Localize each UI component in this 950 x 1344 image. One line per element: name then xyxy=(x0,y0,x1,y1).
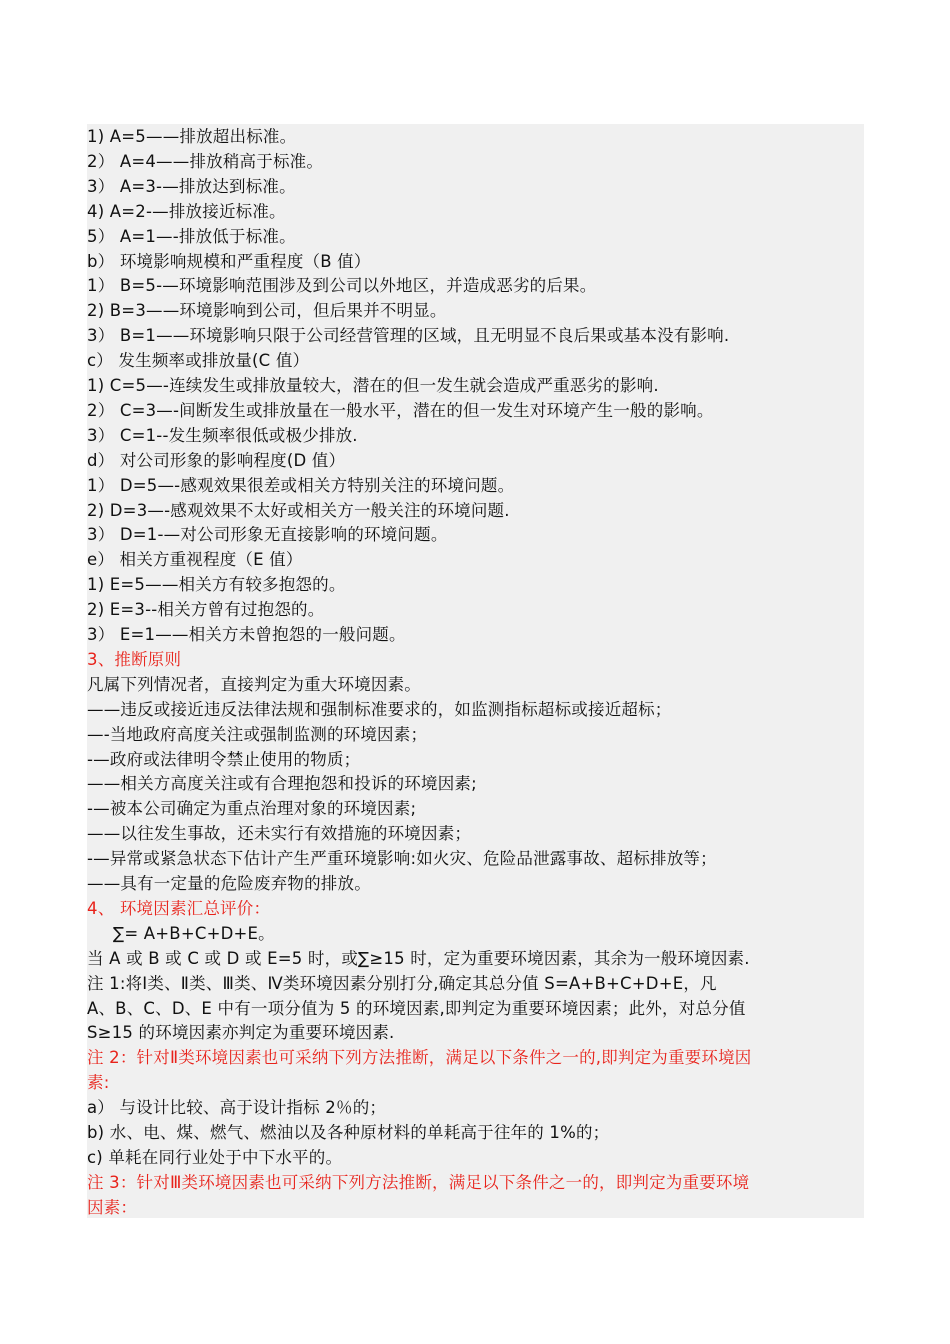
text-line: 注 1:将Ⅰ类、Ⅱ类、Ⅲ类、Ⅳ类环境因素分别打分,确定其总分值 S=A+B+C+D+E，凡 xyxy=(87,973,717,993)
text-line: 4) A=2-—排放接近标准。 xyxy=(87,201,286,221)
text-line: 2） C=3—-间断发生或排放量在一般水平，潜在的但一发生对环境产生一般的影响。 xyxy=(87,400,714,420)
section-heading: 4、 环境因素汇总评价： xyxy=(87,898,271,918)
text-line: d） 对公司形象的影响程度(D 值） xyxy=(87,450,346,470)
text-line: 1） D=5—-感观效果很差或相关方特别关注的环境问题。 xyxy=(87,475,515,495)
text-line: 2) B=3——环境影响到公司，但后果并不明显。 xyxy=(87,301,447,321)
section-heading: 注 3：针对Ⅲ类环境因素也可采纳下列方法推断，满足以下条件之一的，即判定为重要环境 xyxy=(87,1172,750,1192)
section-heading: 注 2：针对Ⅱ类环境因素也可采纳下列方法推断，满足以下条件之一的,即判定为重要环境因 xyxy=(87,1048,752,1068)
text-line: 3） E=1——相关方未曾抱怨的一般问题。 xyxy=(87,625,406,644)
section-heading: 素: xyxy=(87,1073,110,1093)
text-line: —-当地政府高度关注或强制监测的环境因素； xyxy=(87,724,428,744)
text-line: b） 环境影响规模和严重程度（B 值） xyxy=(87,251,371,271)
text-line: 1) E=5——相关方有较多抱怨的。 xyxy=(87,575,346,595)
text-line: ——相关方高度关注或有合理抱怨和投诉的环境因素; xyxy=(87,774,477,794)
text-line: ——以往发生事故，还未实行有效措施的环境因素； xyxy=(87,824,472,844)
text-line: 3） B=1——环境影响只限于公司经营管理的区域，且无明显不良后果或基本没有影响. xyxy=(87,326,730,346)
text-line: ——违反或接近违反法律法规和强制标准要求的，如监测指标超标或接近超标； xyxy=(87,699,672,719)
text-line: ∑= A+B+C+D+E。 xyxy=(113,923,275,943)
text-line: e） 相关方重视程度（E 值） xyxy=(87,550,303,570)
text-line: c) 单耗在同行业处于中下水平的。 xyxy=(87,1147,343,1167)
text-line: 2) D=3—-感观效果不太好或相关方一般关注的环境问题. xyxy=(87,500,510,520)
text-line: A、B、C、D、E 中有一项分值为 5 的环境因素,即判定为重要环境因素；此外，对总分值 xyxy=(87,998,746,1018)
text-line: -—被本公司确定为重点治理对象的环境因素; xyxy=(87,799,417,819)
text-line: 1） B=5-—环境影响范围涉及到公司以外地区，并造成恶劣的后果。 xyxy=(87,276,597,296)
text-line: b) 水、电、煤、燃气、燃油以及各种原材料的单耗高于往年的 1%的； xyxy=(87,1123,610,1142)
text-line: 3） D=1-—对公司形象无直接影响的环境问题。 xyxy=(87,525,448,545)
text-line: 1) A=5——排放超出标准。 xyxy=(87,127,297,146)
text-line: -—政府或法律明令禁止使用的物质； xyxy=(87,749,361,769)
text-line: 1) C=5—-连续发生或排放量较大，潜在的但一发生就会造成严重恶劣的影响. xyxy=(87,376,659,395)
text-line: 3） A=3-—排放达到标准。 xyxy=(87,176,296,196)
text-line: S≥15 的环境因素亦判定为重要环境因素. xyxy=(87,1023,395,1043)
text-line: a） 与设计比较、高于设计指标 2％的； xyxy=(87,1098,387,1118)
document-page xyxy=(87,124,864,1218)
text-line: -—异常或紧急状态下估计产生严重环境影响:如火灾、危险品泄露事故、超标排放等； xyxy=(87,849,717,869)
text-line: 5） A=1—-排放低于标准。 xyxy=(87,226,296,246)
text-line: ——具有一定量的危险废弃物的排放。 xyxy=(87,874,371,893)
text-line: c） 发生频率或排放量(C 值） xyxy=(87,351,310,371)
section-heading: 3、推断原则 xyxy=(87,649,182,669)
text-line: 3） C=1--发生频率很低或极少排放. xyxy=(87,425,358,445)
text-line: 当 A 或 B 或 C 或 D 或 E=5 时，或∑≥15 时，定为重要环境因素，其余为一般环境因素. xyxy=(87,948,750,968)
text-line: 凡属下列情况者，直接判定为重大环境因素。 xyxy=(87,674,421,694)
text-line: 2） A=4——排放稍高于标准。 xyxy=(87,151,324,171)
section-heading: 因素： xyxy=(87,1197,138,1217)
text-line: 2) E=3--相关方曾有过抱怨的。 xyxy=(87,600,325,620)
